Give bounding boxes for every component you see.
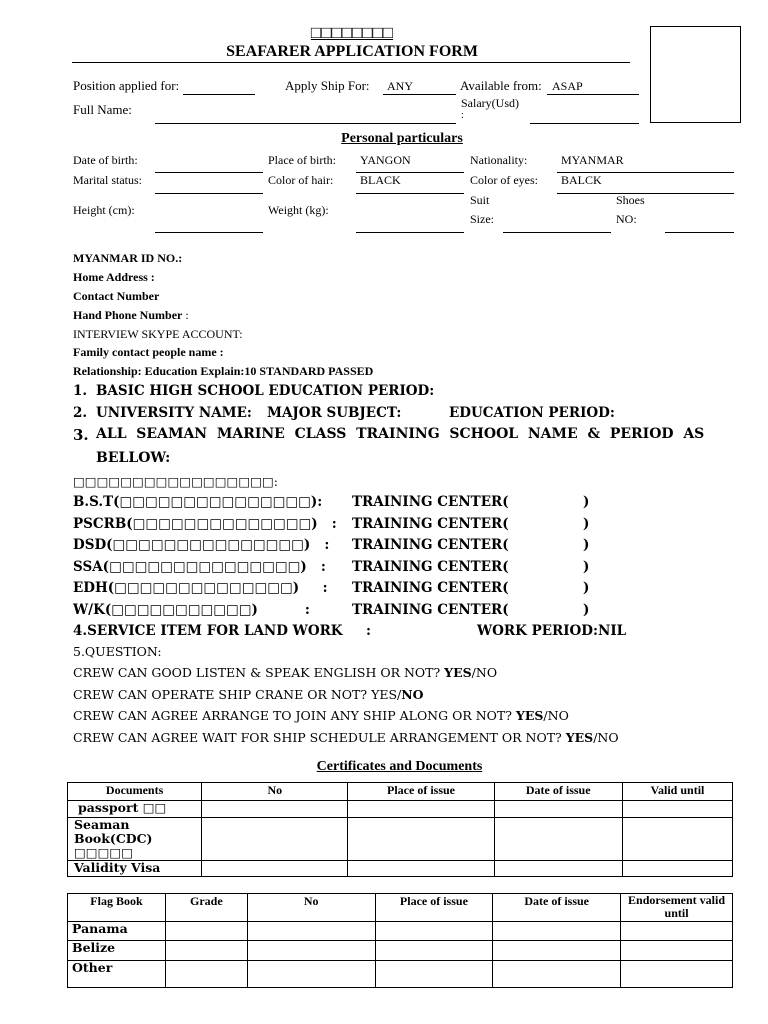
table-cell[interactable] — [247, 941, 375, 961]
table-cell[interactable] — [375, 961, 493, 988]
service-label: 4.SERVICE ITEM FOR LAND WORK : — [73, 623, 372, 639]
hair-field — [356, 193, 464, 194]
table-row — [68, 801, 733, 818]
table-row — [68, 922, 733, 941]
title-native: □□□□□□□□ — [310, 23, 394, 42]
contact-number-label: Contact Number — [73, 289, 160, 303]
training-center-close: ) — [583, 558, 590, 575]
marital-field[interactable] — [155, 193, 263, 194]
hair-label: Color of hair: — [268, 173, 334, 187]
training-name: PSCRB(□□□□□□□□□□□□□□) : — [73, 515, 337, 532]
nationality-value[interactable]: MYANMAR — [561, 153, 624, 167]
home-address-label: Home Address : — [73, 270, 155, 284]
answer-yes[interactable]: YES — [515, 708, 544, 723]
table-cell[interactable] — [165, 941, 247, 961]
edu-item3-line2: BELLOW: — [96, 450, 171, 466]
question-item — [73, 687, 424, 702]
training-center-label: TRAINING CENTER( — [352, 580, 509, 596]
work-period: WORK PERIOD:NIL — [477, 623, 627, 639]
flag-col-flag: Flag Book — [68, 894, 166, 922]
table-cell[interactable] — [202, 861, 348, 877]
question-text: CREW CAN GOOD LISTEN & SPEAK ENGLISH OR NOT? — [73, 665, 445, 680]
question-text: CREW CAN AGREE ARRANGE TO JOIN ANY SHIP ALONG OR NOT? — [73, 708, 516, 723]
cert-col-place: Place of issue — [348, 783, 494, 801]
marital-label: Marital status: — [73, 173, 142, 187]
training-center-close: ) — [583, 494, 590, 510]
hand-phone-label: Hand Phone Number — [73, 308, 183, 322]
cert-col-no: No — [202, 783, 348, 801]
cert-doc-visa: Validity Visa — [68, 861, 202, 877]
training-center-label: TRAINING CENTER( — [352, 537, 509, 553]
table-cell[interactable] — [375, 922, 493, 941]
family-contact-label: Family contact people name : — [73, 345, 224, 359]
apply-ship-field — [383, 94, 456, 95]
table-cell[interactable] — [493, 961, 621, 988]
flag-col-place: Place of issue — [375, 894, 493, 922]
certificates-heading: Certificates and Documents — [316, 759, 483, 774]
edu-item2-university: UNIVERSITY NAME: — [96, 405, 252, 421]
answer-no[interactable]: NO — [597, 729, 619, 745]
edu-item3-line1: ALL SEAMAN MARINE CLASS TRAINING SCHOOL NAME & PERIOD AS — [96, 426, 705, 442]
question-item — [73, 665, 497, 680]
table-cell[interactable] — [621, 922, 733, 941]
photo-box — [650, 26, 741, 123]
table-cell[interactable] — [622, 861, 732, 877]
dob-label: Date of birth: — [73, 153, 138, 167]
skype-label: INTERVIEW SKYPE ACCOUNT: — [73, 327, 243, 341]
table-cell[interactable] — [493, 922, 621, 941]
hand-phone-row — [73, 308, 189, 323]
question-text: CREW CAN OPERATE SHIP CRANE OR NOT? — [73, 686, 372, 702]
height-field[interactable] — [155, 232, 263, 233]
position-label: Position applied for: — [73, 78, 180, 93]
table-cell[interactable] — [348, 861, 494, 877]
cert-col-documents: Documents — [68, 783, 202, 801]
table-row — [68, 961, 733, 988]
full-name-field[interactable] — [155, 123, 456, 124]
edu-item3-num: 3. — [73, 426, 89, 444]
training-center-close: ) — [583, 601, 590, 618]
available-label: Available from: — [460, 78, 542, 93]
answer-no[interactable]: NO — [401, 686, 424, 702]
training-name: SSA(□□□□□□□□□□□□□□□) : — [73, 558, 326, 575]
eyes-label: Color of eyes: — [470, 173, 538, 187]
eyes-field — [557, 193, 734, 194]
question-item — [73, 730, 619, 745]
edu-item2-major: MAJOR SUBJECT: — [267, 405, 402, 421]
table-cell[interactable] — [247, 961, 375, 988]
position-field[interactable] — [183, 94, 255, 95]
suit-label-2: Size: — [470, 212, 494, 226]
hand-phone-colon: : — [185, 308, 189, 322]
table-cell[interactable] — [622, 801, 732, 818]
edu-item1: BASIC HIGH SCHOOL EDUCATION PERIOD: — [96, 383, 435, 399]
table-cell[interactable] — [494, 801, 622, 818]
page-title: SEAFARER APPLICATION FORM — [226, 43, 478, 60]
flag-col-grade: Grade — [165, 894, 247, 922]
training-name: DSD(□□□□□□□□□□□□□□□) : — [73, 537, 330, 553]
table-cell[interactable] — [165, 961, 247, 988]
training-center-label: TRAINING CENTER( — [352, 601, 509, 618]
flag-row-other: Other — [68, 961, 166, 988]
native-line: □□□□□□□□□□□□□□□□□: — [73, 474, 278, 489]
answer-yes[interactable]: YES — [444, 665, 472, 680]
pob-label: Place of birth: — [268, 153, 336, 167]
table-cell[interactable] — [621, 961, 733, 988]
answer-separator: / — [593, 729, 598, 745]
header-rule — [72, 62, 630, 63]
table-cell[interactable] — [494, 861, 622, 877]
salary-colon: : — [461, 110, 464, 121]
edu-item1-num: 1. — [73, 383, 88, 399]
flag-row-panama: Panama — [68, 922, 166, 941]
answer-separator: / — [543, 708, 548, 723]
answer-yes[interactable]: YES — [565, 729, 594, 745]
shoes-label-1: Shoes — [616, 193, 645, 207]
flag-book-table — [67, 893, 733, 988]
personal-heading: Personal particulars — [341, 131, 463, 146]
table-cell[interactable] — [202, 801, 348, 818]
training-center-label: TRAINING CENTER( — [352, 494, 509, 510]
training-center-close: ) — [583, 515, 590, 532]
available-value[interactable]: ASAP — [552, 79, 583, 93]
training-center-close: ) — [583, 580, 590, 596]
flag-col-date: Date of issue — [493, 894, 621, 922]
weight-label: Weight (kg): — [268, 203, 329, 217]
pob-value[interactable]: YANGON — [360, 153, 411, 167]
table-cell[interactable] — [202, 818, 348, 861]
table-cell[interactable] — [621, 941, 733, 961]
flag-row-belize: Belize — [68, 941, 166, 961]
weight-field[interactable] — [356, 232, 464, 233]
id-label: MYANMAR ID NO.: — [73, 251, 183, 265]
height-label: Height (cm): — [73, 203, 135, 217]
salary-field[interactable] — [530, 123, 639, 124]
table-row — [68, 861, 733, 877]
cert-doc-seaman-book: Seaman Book(CDC) □□□□□ — [68, 818, 202, 861]
salary-label: Salary(Usd) — [461, 96, 519, 110]
apply-ship-label: Apply Ship For: — [285, 78, 370, 93]
answer-no[interactable]: NO — [475, 665, 498, 680]
table-cell[interactable] — [375, 941, 493, 961]
shoes-field[interactable] — [665, 232, 734, 233]
available-field — [547, 94, 639, 95]
edu-item2-num: 2. — [73, 405, 88, 421]
table-cell[interactable] — [494, 818, 622, 861]
answer-separator: / — [471, 665, 476, 680]
training-name: W/K(□□□□□□□□□□□) : — [73, 601, 310, 618]
cert-doc-passport: passport □□ — [68, 801, 202, 818]
table-cell[interactable] — [348, 801, 494, 818]
answer-no[interactable]: NO — [547, 708, 569, 723]
question-item — [73, 708, 569, 723]
shoes-label-2: NO: — [616, 212, 637, 226]
apply-ship-value[interactable]: ANY — [387, 79, 413, 93]
full-name-label: Full Name: — [73, 102, 132, 117]
flag-col-endorsement: Endorsement valid until — [621, 894, 733, 922]
edu-item2-period: EDUCATION PERIOD: — [449, 405, 615, 421]
nationality-label: Nationality: — [470, 153, 528, 167]
dob-field[interactable] — [155, 172, 263, 173]
table-row — [68, 818, 733, 861]
flag-col-no: No — [247, 894, 375, 922]
eyes-value[interactable]: BALCK — [561, 173, 602, 187]
table-cell[interactable] — [247, 922, 375, 941]
answer-yes[interactable]: YES — [371, 686, 398, 702]
hair-value[interactable]: BLACK — [360, 173, 401, 187]
training-name: EDH(□□□□□□□□□□□□□□) : — [73, 580, 328, 596]
suit-label-1: Suit — [470, 193, 490, 207]
training-center-label: TRAINING CENTER( — [352, 515, 509, 532]
cert-col-valid: Valid until — [622, 783, 732, 801]
training-center-close: ) — [583, 537, 590, 553]
table-cell[interactable] — [622, 818, 732, 861]
question-text: CREW CAN AGREE WAIT FOR SHIP SCHEDULE ARRANGEMENT OR NOT? — [73, 729, 566, 745]
training-center-label: TRAINING CENTER( — [352, 558, 509, 575]
table-cell[interactable] — [493, 941, 621, 961]
table-cell[interactable] — [165, 922, 247, 941]
question-heading: 5.QUESTION: — [73, 644, 162, 659]
certificates-table — [67, 782, 733, 877]
answer-separator: / — [397, 686, 402, 702]
table-cell[interactable] — [348, 818, 494, 861]
relationship-label: Relationship: Education Explain:10 STANDARD PASSED — [73, 364, 374, 378]
suit-field[interactable] — [503, 232, 611, 233]
training-name: B.S.T(□□□□□□□□□□□□□□□): — [73, 494, 323, 510]
cert-col-date: Date of issue — [494, 783, 622, 801]
table-row — [68, 941, 733, 961]
